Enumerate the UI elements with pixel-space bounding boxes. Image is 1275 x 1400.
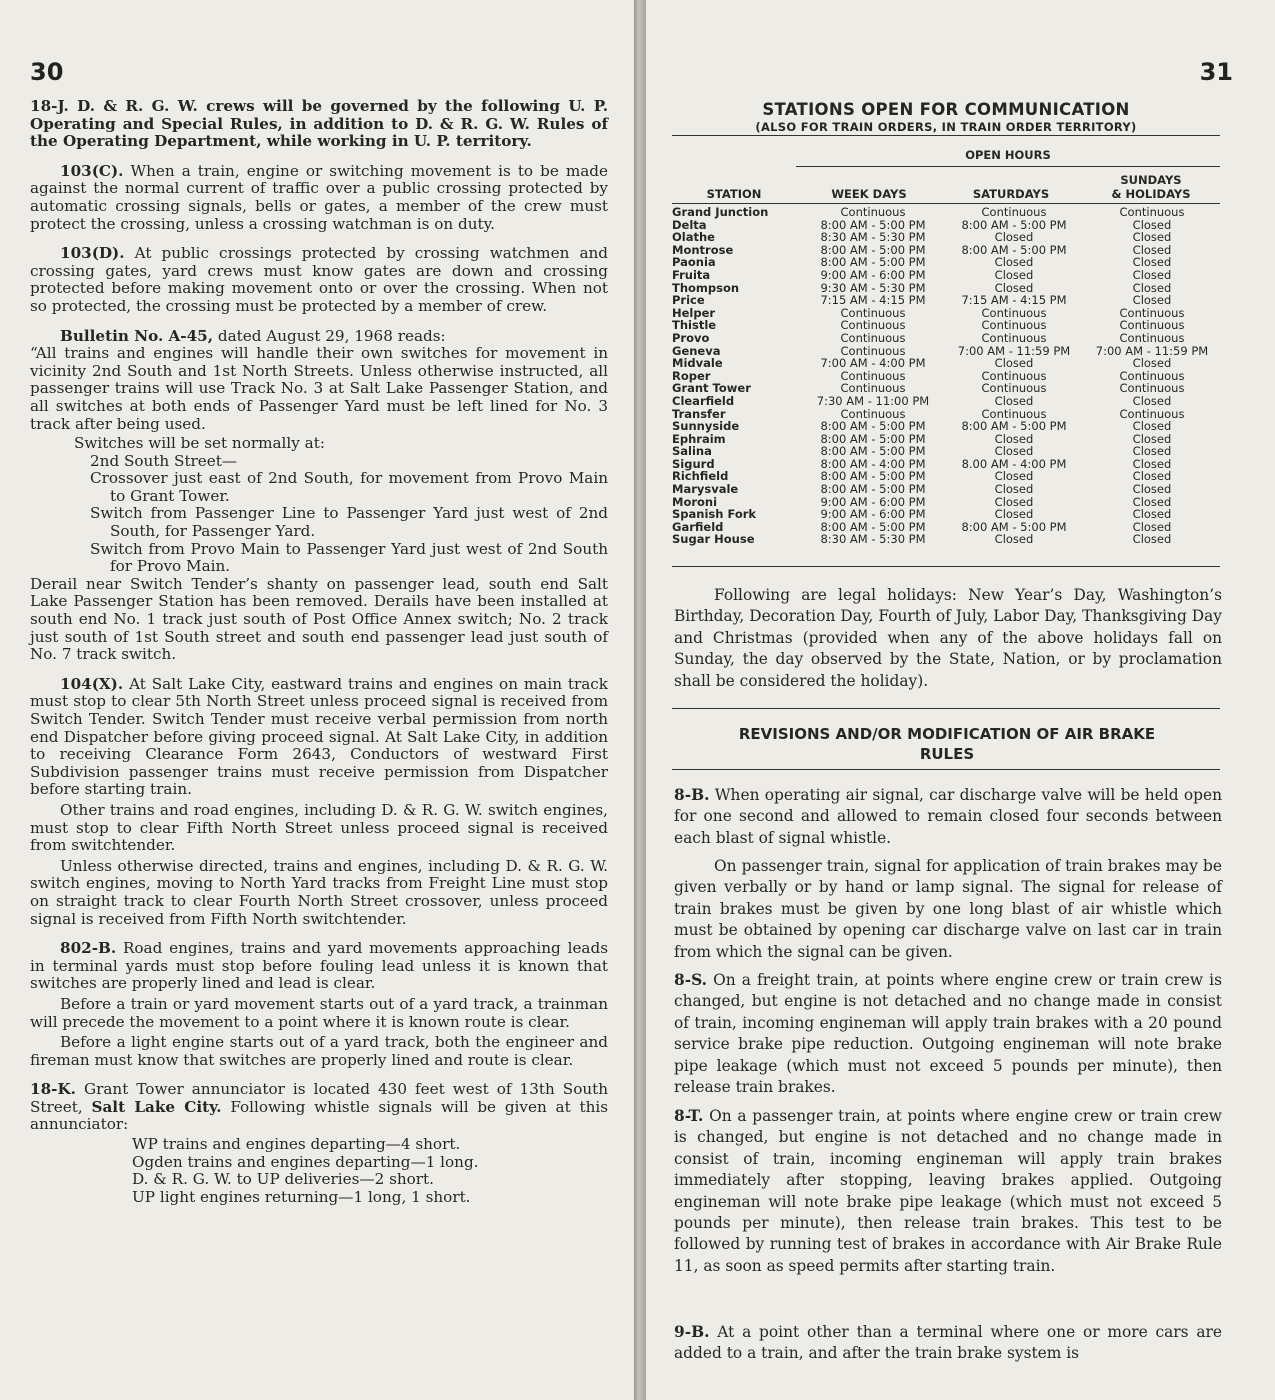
table-row	[672, 231, 1222, 244]
book-gutter	[634, 0, 646, 1400]
station-name: Paonia	[672, 255, 716, 270]
sunday-holiday-hours: Closed	[1132, 267, 1172, 282]
stations-table	[672, 206, 1222, 546]
station-name: Marysvale	[672, 482, 739, 497]
stations-table-title	[666, 100, 1226, 134]
section-rule-bottom	[672, 769, 1220, 770]
sunday-holiday-hours: Closed	[1132, 507, 1172, 522]
station-name: Clearfield	[672, 393, 735, 408]
sunday-holiday-hours: Closed	[1132, 393, 1172, 408]
saturday-hours: Closed	[994, 255, 1034, 270]
sunday-holiday-hours: Continuous	[1119, 318, 1185, 333]
before-light: Before a light engine starts out of a yard track, both the engineer and fireman must know that switches are properly lined and route is clear.	[30, 1033, 608, 1069]
week-days-hours: Continuous	[840, 305, 906, 320]
saturday-hours: Continuous	[981, 368, 1047, 383]
saturday-hours: Continuous	[981, 318, 1047, 333]
col-station: STATION	[706, 187, 762, 201]
col-week-days: WEEK DAYS	[831, 187, 907, 201]
station-name: Richfield	[672, 469, 729, 484]
station-name: Sunnyside	[672, 419, 740, 434]
table-row	[672, 357, 1222, 370]
sunday-holiday-hours: Continuous	[1119, 368, 1185, 383]
week-days-hours: 9:00 AM - 6:00 PM	[820, 267, 926, 282]
sunday-holiday-hours: Closed	[1132, 444, 1172, 459]
week-days-hours: Continuous	[840, 343, 906, 358]
week-days-hours: 7:15 AM - 4:15 PM	[820, 293, 926, 308]
switches-intro: Switches will be set normally at:	[74, 434, 325, 453]
week-days-hours: Continuous	[840, 406, 906, 421]
week-days-hours: Continuous	[840, 205, 906, 219]
week-days-hours: 9:30 AM - 5:30 PM	[820, 280, 926, 295]
saturday-hours: Continuous	[981, 381, 1047, 396]
left-page	[0, 0, 634, 1400]
saturday-hours: Continuous	[981, 305, 1047, 320]
sunday-holiday-hours: Closed	[1132, 280, 1172, 295]
week-days-hours: Continuous	[840, 381, 906, 396]
col-sundays-holidays: SUNDAYS & HOLIDAYS	[1111, 173, 1191, 201]
sunday-holiday-hours: Closed	[1132, 293, 1172, 308]
saturday-hours: Closed	[994, 280, 1034, 295]
station-name: Delta	[672, 217, 707, 232]
table-row	[672, 332, 1222, 345]
sunday-holiday-hours: Continuous	[1119, 406, 1185, 421]
week-days-hours: Continuous	[840, 368, 906, 383]
station-name: Sigurd	[672, 456, 715, 471]
station-name: Spanish Fork	[672, 507, 757, 522]
switch-item: Crossover just east of 2nd South, for movement from Provo Main to Grant Tower.	[90, 469, 608, 505]
table-row	[672, 420, 1222, 433]
week-days-hours: 8:00 AM - 5:00 PM	[820, 431, 926, 446]
sunday-holiday-hours: Continuous	[1119, 381, 1185, 396]
whistle-signal: WP trains and engines departing—4 short.	[132, 1135, 461, 1154]
sunday-holiday-hours: 7:00 AM - 11:59 PM	[1095, 343, 1209, 358]
station-name: Provo	[672, 330, 710, 345]
week-days-hours: 8:00 AM - 5:00 PM	[820, 217, 926, 232]
station-name: Garfield	[672, 519, 724, 534]
table-row	[672, 508, 1222, 521]
bulletin-a45: Bulletin No. A-45, dated August 29, 1968 reads:	[60, 326, 446, 345]
station-name: Grand Junction	[672, 205, 769, 219]
sunday-holiday-hours: Closed	[1132, 482, 1172, 497]
sunday-holiday-hours: Closed	[1132, 519, 1172, 534]
saturday-hours: Closed	[994, 444, 1034, 459]
station-name: Helper	[672, 305, 716, 320]
saturday-hours: Closed	[994, 469, 1034, 484]
switch-settings	[30, 435, 608, 576]
saturday-hours: 8:00 AM - 5:00 PM	[961, 242, 1067, 257]
sunday-holiday-hours: Closed	[1132, 456, 1172, 471]
right-page	[646, 0, 1275, 1400]
saturday-hours: Closed	[994, 230, 1034, 245]
station-name: Thistle	[672, 318, 717, 333]
open-hours-label: OPEN HOURS	[965, 148, 1051, 162]
derail-text: Derail near Switch Tender’s shanty on passenger lead, south end Salt Lake Passenger Station has been removed. Derails have been installed at south end No. 1 track just south of Post Office Annex switch; No. 2 track just south of 1st South street and south end passenger lead just south of No. 7 track switch.	[30, 574, 608, 664]
sunday-holiday-hours: Closed	[1132, 230, 1172, 245]
saturday-hours: Closed	[994, 494, 1034, 509]
week-days-hours: Continuous	[840, 318, 906, 333]
sunday-holiday-hours: Closed	[1132, 532, 1172, 547]
saturday-hours: Closed	[994, 267, 1034, 282]
sunday-holiday-hours: Closed	[1132, 255, 1172, 270]
table-row	[672, 533, 1222, 546]
sunday-holiday-hours: Closed	[1132, 494, 1172, 509]
week-days-hours: 8:00 AM - 5:00 PM	[820, 444, 926, 459]
saturday-hours: Closed	[994, 356, 1034, 371]
station-name: Midvale	[672, 356, 723, 371]
saturday-hours: 8:00 AM - 5:00 PM	[961, 217, 1067, 232]
air-brake-heading: REVISIONS AND/OR MODIFICATION OF AIR BRAKE RULES	[738, 725, 1156, 763]
saturday-hours: 7:15 AM - 4:15 PM	[961, 293, 1067, 308]
saturday-hours: 8:00 AM - 5:00 PM	[961, 419, 1067, 434]
saturday-hours: Continuous	[981, 406, 1047, 421]
saturday-hours: Closed	[994, 482, 1034, 497]
table-subtitle: (ALSO FOR TRAIN ORDERS, IN TRAIN ORDER TERRITORY)	[755, 120, 1137, 134]
passenger-signal: On passenger train, signal for application of train brakes may be given verbally or by hand or lamp signal. The signal for release of train brakes must be given by one long blast of air whistle which must be obtained by opening car discharge valve on last car in train from which the signal can be given.	[674, 857, 1222, 961]
week-days-hours: 8:30 AM - 5:30 PM	[820, 230, 926, 245]
saturday-hours: Closed	[994, 393, 1034, 408]
station-name: Roper	[672, 368, 711, 383]
week-days-hours: 7:00 AM - 4:00 PM	[820, 356, 926, 371]
rule-18k: 18-K. Grant Tower annunciator is located 430 feet west of 13th South Street, Salt Lake City. Following whistle signals will be given at this annunciator:	[30, 1080, 609, 1134]
sunday-holiday-hours: Closed	[1132, 419, 1172, 434]
sunday-holiday-hours: Closed	[1132, 217, 1172, 232]
station-name: Olathe	[672, 230, 715, 245]
table-title: STATIONS OPEN FOR COMMUNICATION	[762, 100, 1130, 119]
rule-18j: 18-J. D. & R. G. W. crews will be governed by the following U. P. Operating and Special Rules, in addition to D. & R. G. W. Rules of the Operating Department, while working in U. P. territory.	[30, 97, 608, 151]
table-top-rule	[672, 135, 1220, 136]
station-name: Grant Tower	[672, 381, 751, 396]
saturday-hours: Closed	[994, 507, 1034, 522]
whistle-signal: D. & R. G. W. to UP deliveries—2 short.	[132, 1170, 434, 1189]
table-bottom-rule	[672, 566, 1220, 567]
saturday-hours: Closed	[994, 532, 1034, 547]
whistle-signal: UP light engines returning—1 long, 1 short.	[132, 1187, 471, 1206]
station-name: Thompson	[672, 280, 740, 295]
station-name: Ephraim	[672, 431, 726, 446]
table-row	[672, 483, 1222, 496]
sunday-holiday-hours: Closed	[1132, 356, 1172, 371]
page-number-right: 31	[1199, 58, 1233, 86]
week-days-hours: Continuous	[840, 330, 906, 345]
sunday-holiday-hours: Closed	[1132, 242, 1172, 257]
station-name: Montrose	[672, 242, 734, 257]
open-hours-rule	[796, 166, 1220, 167]
saturday-hours: 7:00 AM - 11:59 PM	[957, 343, 1071, 358]
rule-103c: 103(C). When a train, engine or switching movement is to be made against the normal current of traffic over a public crossing protected by automatic crossing signals, bells or gates, a member of the crew must protect the crossing, unless a crossing watchman is on duty.	[30, 161, 609, 233]
week-days-hours: 8:00 AM - 5:00 PM	[820, 469, 926, 484]
station-name: Sugar House	[672, 532, 755, 547]
switch-item: Switch from Passenger Line to Passenger Yard just west of 2nd South, for Passenger Yard.	[90, 504, 608, 541]
table-row	[672, 269, 1222, 282]
saturday-hours: 8.00 AM - 4:00 PM	[961, 456, 1067, 471]
other-trains: Other trains and road engines, including D. & R. G. W. switch engines, must stop to clear Fifth North Street unless proceed signal is received from switchtender.	[30, 800, 608, 855]
left-column	[30, 98, 608, 1206]
whistle-signal: Ogden trains and engines departing—1 long.	[132, 1152, 479, 1171]
week-days-hours: 8:00 AM - 5:00 PM	[820, 255, 926, 270]
table-row	[672, 294, 1222, 307]
station-name: Salina	[672, 444, 712, 459]
rule-8b: 8-B. When operating air signal, car discharge valve will be held open for one second and allowed to remain closed four seconds between each blast of signal whistle.	[674, 786, 1222, 847]
section-rule-top	[672, 708, 1220, 709]
sunday-holiday-hours: Continuous	[1119, 205, 1185, 219]
holidays-text: Following are legal holidays: New Year’s Day, Washington’s Birthday, Decoration Day, Fourth of July, Labor Day, Thanksgiving Day and Christmas (provided when any of the above holidays fall on Sunday, the day observed by the State, Nation, or by proclamation shall be considered the holiday).	[674, 586, 1222, 690]
table-row	[672, 395, 1222, 408]
rule-8s: 8-S. On a freight train, at points where engine crew or train crew is changed, but engine is not detached and no change made in consist of train, incoming engineman will apply train brakes with a 20 pound service brake pipe reduction. Outgoing engineman will note brake pipe leakage (which must not exceed 5 pounds per minute), then release train brakes.	[674, 971, 1222, 1097]
week-days-hours: 8:00 AM - 5:00 PM	[820, 519, 926, 534]
week-days-hours: 8:00 AM - 4:00 PM	[820, 456, 926, 471]
table-row	[672, 445, 1222, 458]
table-row	[672, 206, 1222, 219]
week-days-hours: 8:00 AM - 5:00 PM	[820, 242, 926, 257]
rule-802b: 802-B. Road engines, trains and yard movements approaching leads in terminal yards must stop before fouling lead unless it is known that switches are properly lined and lead is clear.	[30, 939, 609, 993]
bulletin-text: “All trains and engines will handle their own switches for movement in vicinity 2nd South and 1st North Streets. Unless otherwise instructed, all passenger trains will use Track No. 3 at Salt Lake Passenger Station, and all switches at both ends of Passenger Yard must be left lined for No. 3 track after being used.	[30, 344, 608, 433]
week-days-hours: 8:00 AM - 5:00 PM	[820, 419, 926, 434]
week-days-hours: 8:00 AM - 5:00 PM	[820, 482, 926, 497]
sunday-holiday-hours: Continuous	[1119, 330, 1185, 345]
station-name: Fruita	[672, 267, 711, 282]
unless-otherwise: Unless otherwise directed, trains and engines, including D. & R. G. W. switch engines, moving to North Yard tracks from Freight Line must stop on straight track to clear Fourth North Street crossover, unless proceed signal is received from Fifth North switchtender.	[30, 856, 608, 928]
week-days-hours: 7:30 AM - 11:00 PM	[816, 393, 930, 408]
sunday-holiday-hours: Closed	[1132, 431, 1172, 446]
saturday-hours: Continuous	[981, 205, 1047, 219]
station-name: Transfer	[672, 406, 726, 421]
week-days-hours: 9:00 AM - 6:00 PM	[820, 507, 926, 522]
rule-8t: 8-T. On a passenger train, at points where engine crew or train crew is changed, but engine is not detached and no change made in consist of train, incoming engineman will apply train brakes immediately after stopping, leaving brakes applied. Outgoing engineman will note brake pipe leakage (which must not exceed 5 pounds per minute), then release train brakes. This test to be followed by running test of brakes in accordance with Air Brake Rule 11, as soon as speed permits after starting train.	[674, 1107, 1222, 1275]
header-rule	[672, 203, 1220, 204]
station-name: Price	[672, 293, 705, 308]
station-name: Moroni	[672, 494, 718, 509]
saturday-hours: Closed	[994, 431, 1034, 446]
rule-103d: 103(D). At public crossings protected by crossing watchmen and crossing gates, yard crews must know gates are down and crossing protected before making movement onto or over the crossing. When not so protected, the crossing must be protected by a member of crew.	[30, 244, 608, 315]
sunday-holiday-hours: Closed	[1132, 469, 1172, 484]
saturday-hours: Continuous	[981, 330, 1047, 345]
rule-104x: 104(X). At Salt Lake City, eastward trains and engines on main track must stop to clear 5th North Street unless proceed signal is received from Switch Tender. Switch Tender must receive verbal permission from north end Dispatcher before giving proceed signal. At Salt Lake City, in addition to receiving Clearance Form 2643, Conductors of westward First Subdivision passenger trains must receive permission from Dispatcher before starting train.	[30, 674, 609, 799]
sunday-holiday-hours: Continuous	[1119, 305, 1185, 320]
rule-9b: 9-B. At a point other than a terminal where one or more cars are added to a train, and after the train brake system is	[674, 1323, 1222, 1363]
switch-item: Switch from Provo Main to Passenger Yard just west of 2nd South for Provo Main.	[90, 539, 608, 576]
street-label: 2nd South Street—	[90, 451, 238, 470]
week-days-hours: 8:30 AM - 5:30 PM	[820, 532, 926, 547]
page-number-left: 30	[30, 58, 64, 86]
before-train: Before a train or yard movement starts out of a yard track, a trainman will precede the movement to a point where it is known route is clear.	[30, 994, 608, 1031]
col-saturdays: SATURDAYS	[972, 187, 1050, 201]
week-days-hours: 9:00 AM - 6:00 PM	[820, 494, 926, 509]
station-name: Geneva	[672, 343, 721, 358]
saturday-hours: 8:00 AM - 5:00 PM	[961, 519, 1067, 534]
